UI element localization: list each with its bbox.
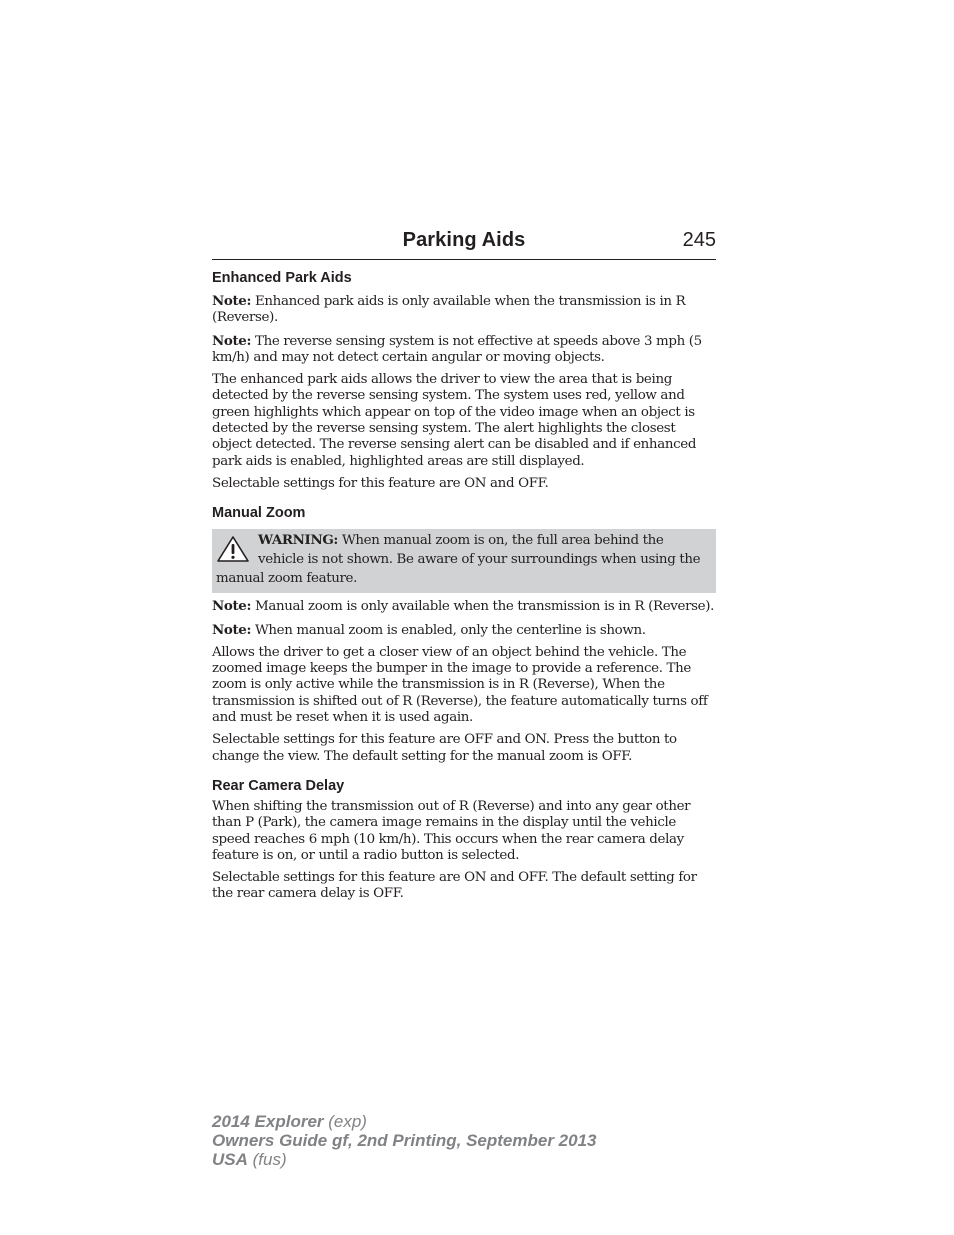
page-title: Parking Aids: [402, 229, 526, 251]
enhanced-note-2: [212, 333, 716, 367]
footer-line-3: [212, 1150, 596, 1169]
warning-box: [212, 529, 716, 593]
note-lead: Note:: [212, 598, 252, 615]
manual-zoom-settings: Selectable settings for this feature are OFF and ON. Press the button to change the view. The default setting for the manual zoom is OFF.: [212, 732, 677, 764]
warning-triangle-icon: [216, 535, 250, 563]
page-footer: [212, 1112, 596, 1169]
footer-market-code: (fus): [247, 1150, 287, 1169]
enhanced-body: The enhanced park aids allows the driver to view the area that is being detected by the reverse sensing system. The system uses red, yellow and green highlights which appear on top of the video image when an object is detected by the reverse sensing system. The alert highlights the closest object detected. The reverse sensing alert can be disabled and if enhanced park aids is enabled, highlighted areas are still displayed.: [212, 372, 697, 469]
manual-zoom-body: Allows the driver to get a closer view of an object behind the vehicle. The zoomed image keeps the bumper in the image to provide a reference. The zoom is only active while the transmission is in R (Reverse), When the transmission is shifted out of R (Reverse), the feature automatically turns off and must be reset when it is used again.: [212, 644, 708, 726]
footer-model: 2014 Explorer: [212, 1112, 324, 1131]
footer-market: USA: [212, 1150, 248, 1169]
manual-zoom-note-2: [212, 622, 716, 639]
warning-lead: WARNING:: [258, 532, 339, 549]
warning-text: [216, 531, 712, 588]
footer-line-2: Owners Guide gf, 2nd Printing, September 2013: [212, 1131, 597, 1150]
note-lead: Note:: [212, 293, 252, 309]
enhanced-note-1: [212, 293, 716, 327]
note-text: Enhanced park aids is only available when the transmission is in R (Reverse).: [212, 294, 686, 326]
page-content: [212, 228, 716, 903]
enhanced-settings: Selectable settings for this feature are ON and OFF.: [212, 475, 549, 491]
note-text: When manual zoom is enabled, only the centerline is shown.: [251, 622, 646, 638]
note-text: Manual zoom is only available when the transmission is in R (Reverse).: [251, 599, 714, 615]
section-heading-rear-camera-delay: Rear Camera Delay: [212, 777, 345, 794]
page-number: 245: [682, 229, 716, 251]
page-header: [212, 228, 716, 260]
rear-camera-body: When shifting the transmission out of R (Reverse) and into any gear other than P (Park), the camera image remains in the display until the vehicle speed reaches 6 mph (10 km/h). This occurs when the rear camera delay feature is on, or until a radio button is selected.: [212, 798, 691, 863]
footer-model-code: (exp): [323, 1112, 367, 1131]
footer-line-1: [212, 1112, 596, 1131]
section-heading-enhanced-park-aids: Enhanced Park Aids: [212, 270, 352, 286]
note-text: The reverse sensing system is not effective at speeds above 3 mph (5 km/h) and may not detect certain angular or moving objects.: [212, 333, 702, 365]
manual-zoom-note-1: [212, 598, 716, 615]
warning-body: When manual zoom is on, the full area behind the vehicle is not shown. Be aware of your surroundings when using the manual zoom feature.: [216, 533, 701, 587]
note-lead: Note:: [212, 621, 252, 638]
section-heading-manual-zoom: Manual Zoom: [212, 505, 306, 522]
rear-camera-settings: Selectable settings for this feature are ON and OFF. The default setting for the rear camera delay is OFF.: [212, 870, 697, 902]
note-lead: Note:: [212, 332, 252, 349]
